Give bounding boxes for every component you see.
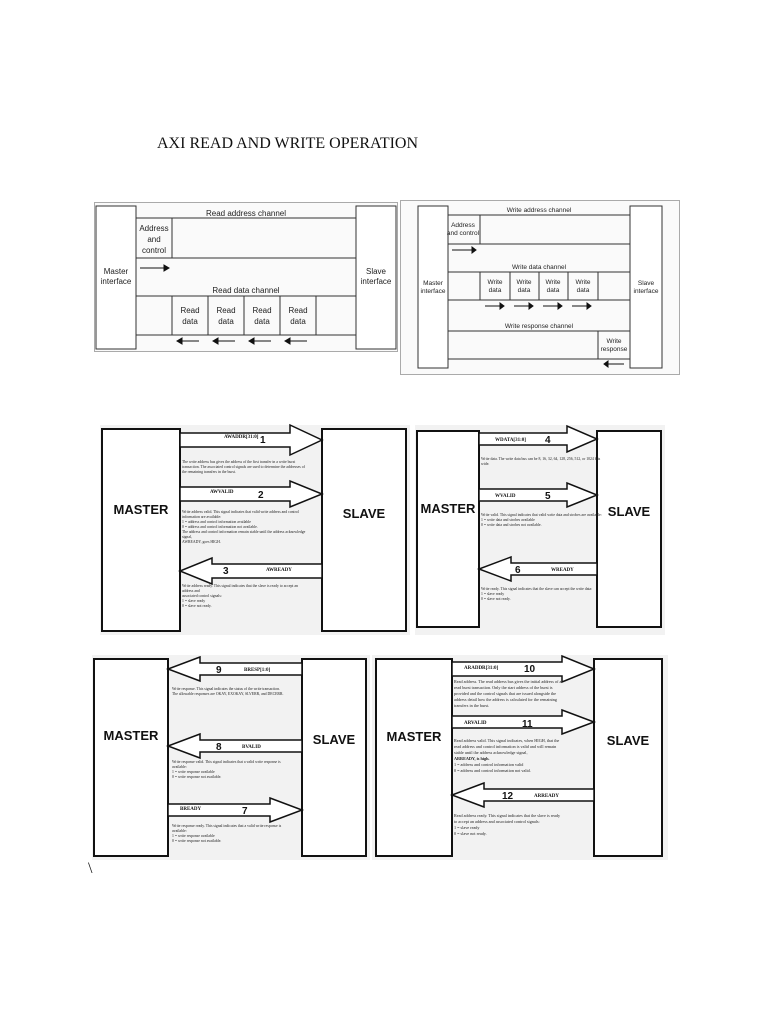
write-data-cell-label: Write [575, 279, 591, 286]
awaddr-description: The write address bus gives the address of the first transfer in a write burst [182, 460, 296, 464]
bready-description: 0 = write response not available. [172, 839, 222, 843]
awready-description: Write address ready. This signal indicates that the slave is ready to accept an [182, 584, 298, 588]
arready-description: Read address ready. This signal indicates that the slave is ready [454, 813, 561, 818]
read-data-cell-label: data [182, 317, 198, 326]
slave-label: SLAVE [606, 733, 650, 748]
write-response-signals-panel [92, 655, 370, 860]
address-control-line-3: control [141, 246, 167, 255]
bvalid-description: 1 = write response available [172, 770, 215, 774]
signal-number-7: 7 [242, 806, 248, 817]
wvalid-signal-name: WVALID [495, 494, 516, 499]
write-data-cell-label: data [517, 287, 531, 294]
wdata-description: wide. [481, 462, 490, 466]
awaddr-signal-name: AWADDR[31:0] [224, 435, 259, 440]
write-data-cell-label: Write [545, 279, 561, 286]
write-channels-diagram [400, 200, 680, 375]
write-master-interface-line-2: interface [420, 288, 446, 295]
awvalid-description: signal, [182, 535, 193, 539]
master-label: MASTER [386, 729, 442, 744]
awvalid-signal-name: AWVALID [210, 490, 234, 495]
write-data-cell-label: data [546, 287, 560, 294]
write-master-interface-line-1: Master [423, 280, 443, 287]
read-data-cell-label: data [218, 317, 234, 326]
wready-signal-name: WREADY [551, 568, 574, 573]
awready-description: associated control signals: [182, 594, 222, 598]
signal-number-2: 2 [258, 490, 264, 501]
arvalid-description: stable until the address acknowledge signal, [454, 750, 528, 755]
write-response-box-line-2: response [600, 346, 628, 353]
bresp-signal-name: BRESP[1:0] [244, 668, 271, 673]
awvalid-description: information are available: [182, 515, 222, 519]
stray-character: \ [88, 860, 93, 877]
read-data-cell-label: Read [180, 306, 200, 315]
write-data-cell-label: data [576, 287, 590, 294]
wvalid-description: 0 = write data and strobes not available. [481, 523, 542, 527]
awvalid-description: AWREADY, goes HIGH. [182, 540, 221, 544]
read-channels-diagram [94, 202, 398, 352]
wready-description: 1 = slave ready [481, 592, 505, 596]
bready-signal-name: BREADY [180, 807, 202, 812]
arvalid-description: 0 = address and control information not valid. [454, 768, 531, 773]
slave-interface-line-2: interface [360, 277, 392, 286]
awready-description: address and [182, 589, 200, 593]
arready-description: 0 = slave not ready. [454, 831, 487, 836]
awaddr-description: transaction. The associated control signals are used to determine the addresses of [182, 465, 305, 469]
signal-number-12: 12 [502, 791, 514, 802]
araddr-description: transfers in the burst. [454, 703, 490, 708]
slave-interface-line-1: Slave [365, 267, 387, 276]
arvalid-description: Read address valid. This signal indicates, when HIGH, that the [454, 738, 560, 743]
write-data-cell-label: Write [487, 279, 503, 286]
write-data-cell-label: data [488, 287, 502, 294]
awready-signal-name: AWREADY [266, 568, 292, 573]
slave-label: SLAVE [342, 506, 386, 521]
bready-description: Write response ready. This signal indicates that a valid write response is [172, 824, 282, 828]
araddr-signal-name: ARADDR[31:0] [464, 666, 499, 671]
wdata-signal-name: WDATA[31:0] [495, 438, 526, 443]
write-slave-interface-line-1: Slave [637, 280, 655, 287]
write-address-channel-label: Write address channel [506, 207, 572, 214]
awaddr-description: the remaining transfers in the burst. [182, 470, 236, 474]
address-control-line-1: Address [139, 224, 169, 233]
awready-description: 0 = slave not ready. [182, 604, 212, 608]
araddr-description: address detail how the address is calculated for the remaining [454, 697, 557, 702]
awvalid-description: 0 = address and control information not available. [182, 525, 258, 529]
arready-signal-name: ARREADY [534, 794, 559, 799]
signal-number-1: 1 [260, 435, 266, 446]
awready-description: 1 = slave ready [182, 599, 206, 603]
araddr-description: Read address. The read address bus gives the initial address of a [454, 679, 562, 684]
bvalid-description: 0 = write response not available. [172, 775, 222, 779]
master-label: MASTER [103, 728, 159, 743]
bvalid-description: available: [172, 765, 187, 769]
write-data-channel-label: Write data channel [511, 264, 567, 271]
awvalid-description: 1 = address and control information available [182, 520, 251, 524]
arvalid-signal-name: ARVALID [464, 721, 487, 726]
signal-number-8: 8 [216, 742, 222, 753]
read-data-cell-label: Read [288, 306, 308, 315]
bready-description: available: [172, 829, 187, 833]
bresp-description: Write response. This signal indicates the status of the write transaction. [172, 687, 280, 691]
bvalid-signal-name: BVALID [242, 745, 261, 750]
write-address-control-line-1: Address [451, 222, 475, 229]
arvalid-description: ARREADY, is high. [454, 756, 490, 761]
bready-description: 1 = write response available [172, 834, 215, 838]
bresp-description: The allowable responses are OKAY, EXOKAY, SLVERR, and DECERR. [172, 692, 284, 696]
signal-number-5: 5 [545, 491, 551, 502]
write-address-signals-panel [100, 425, 410, 635]
read-data-cell-label: Read [216, 306, 236, 315]
slave-label: SLAVE [312, 732, 356, 747]
master-interface-line-1: Master [103, 267, 129, 276]
araddr-description: read burst transaction. Only the start address of the burst is [454, 685, 553, 690]
signal-number-3: 3 [223, 566, 229, 577]
write-response-channel-label: Write response channel [504, 323, 574, 330]
signal-number-10: 10 [524, 664, 536, 675]
wvalid-description: 1 = write data and strobes available [481, 518, 535, 522]
read-data-cell-label: data [254, 317, 270, 326]
read-address-signals-panel [372, 655, 668, 860]
awvalid-description: The address and control information remain stable until the address acknowledge [182, 530, 306, 534]
master-label: MASTER [420, 501, 476, 516]
write-slave-interface-line-2: interface [633, 288, 659, 295]
read-data-cell-label: Read [252, 306, 272, 315]
arready-description: to accept an address and associated control signals: [454, 819, 540, 824]
wready-description: Write ready. This signal indicates that the slave can accept the write data: [481, 587, 593, 591]
write-address-control-line-2: and control [446, 230, 480, 237]
read-address-channel-label: Read address channel [205, 209, 287, 218]
signal-number-9: 9 [216, 665, 222, 676]
awvalid-description: Write address valid. This signal indicates that valid write address and control [182, 510, 299, 514]
master-interface-line-2: interface [100, 277, 132, 286]
arvalid-description: read address and control information is valid and will remain [454, 744, 557, 749]
wready-description: 0 = slave not ready. [481, 597, 511, 601]
write-response-box-line-1: Write [606, 338, 622, 345]
address-control-line-2: and [147, 235, 161, 244]
arready-description: 1 = slave ready [454, 825, 480, 830]
wvalid-description: Write valid. This signal indicates that valid write data and strobes are available: [481, 513, 602, 517]
read-data-cell-label: data [290, 317, 306, 326]
master-label: MASTER [113, 502, 169, 517]
signal-number-6: 6 [515, 565, 521, 576]
write-data-cell-label: Write [516, 279, 532, 286]
slave-label: SLAVE [607, 504, 651, 519]
bvalid-description: Write response valid. This signal indicates that a valid write response is [172, 760, 281, 764]
wdata-description: Write data. The write data bus can be 8, 16, 32, 64, 128, 256, 512, or 1024 bits [481, 457, 601, 461]
signal-number-11: 11 [522, 719, 533, 730]
arvalid-description: 1 = address and control information valid [454, 762, 524, 767]
signal-number-4: 4 [545, 435, 551, 446]
araddr-description: provided and the control signals that are issued alongside the [454, 691, 556, 696]
page-title: AXI READ AND WRITE OPERATION [157, 135, 419, 152]
read-data-channel-label: Read data channel [212, 286, 280, 295]
write-data-signals-panel [415, 425, 665, 635]
